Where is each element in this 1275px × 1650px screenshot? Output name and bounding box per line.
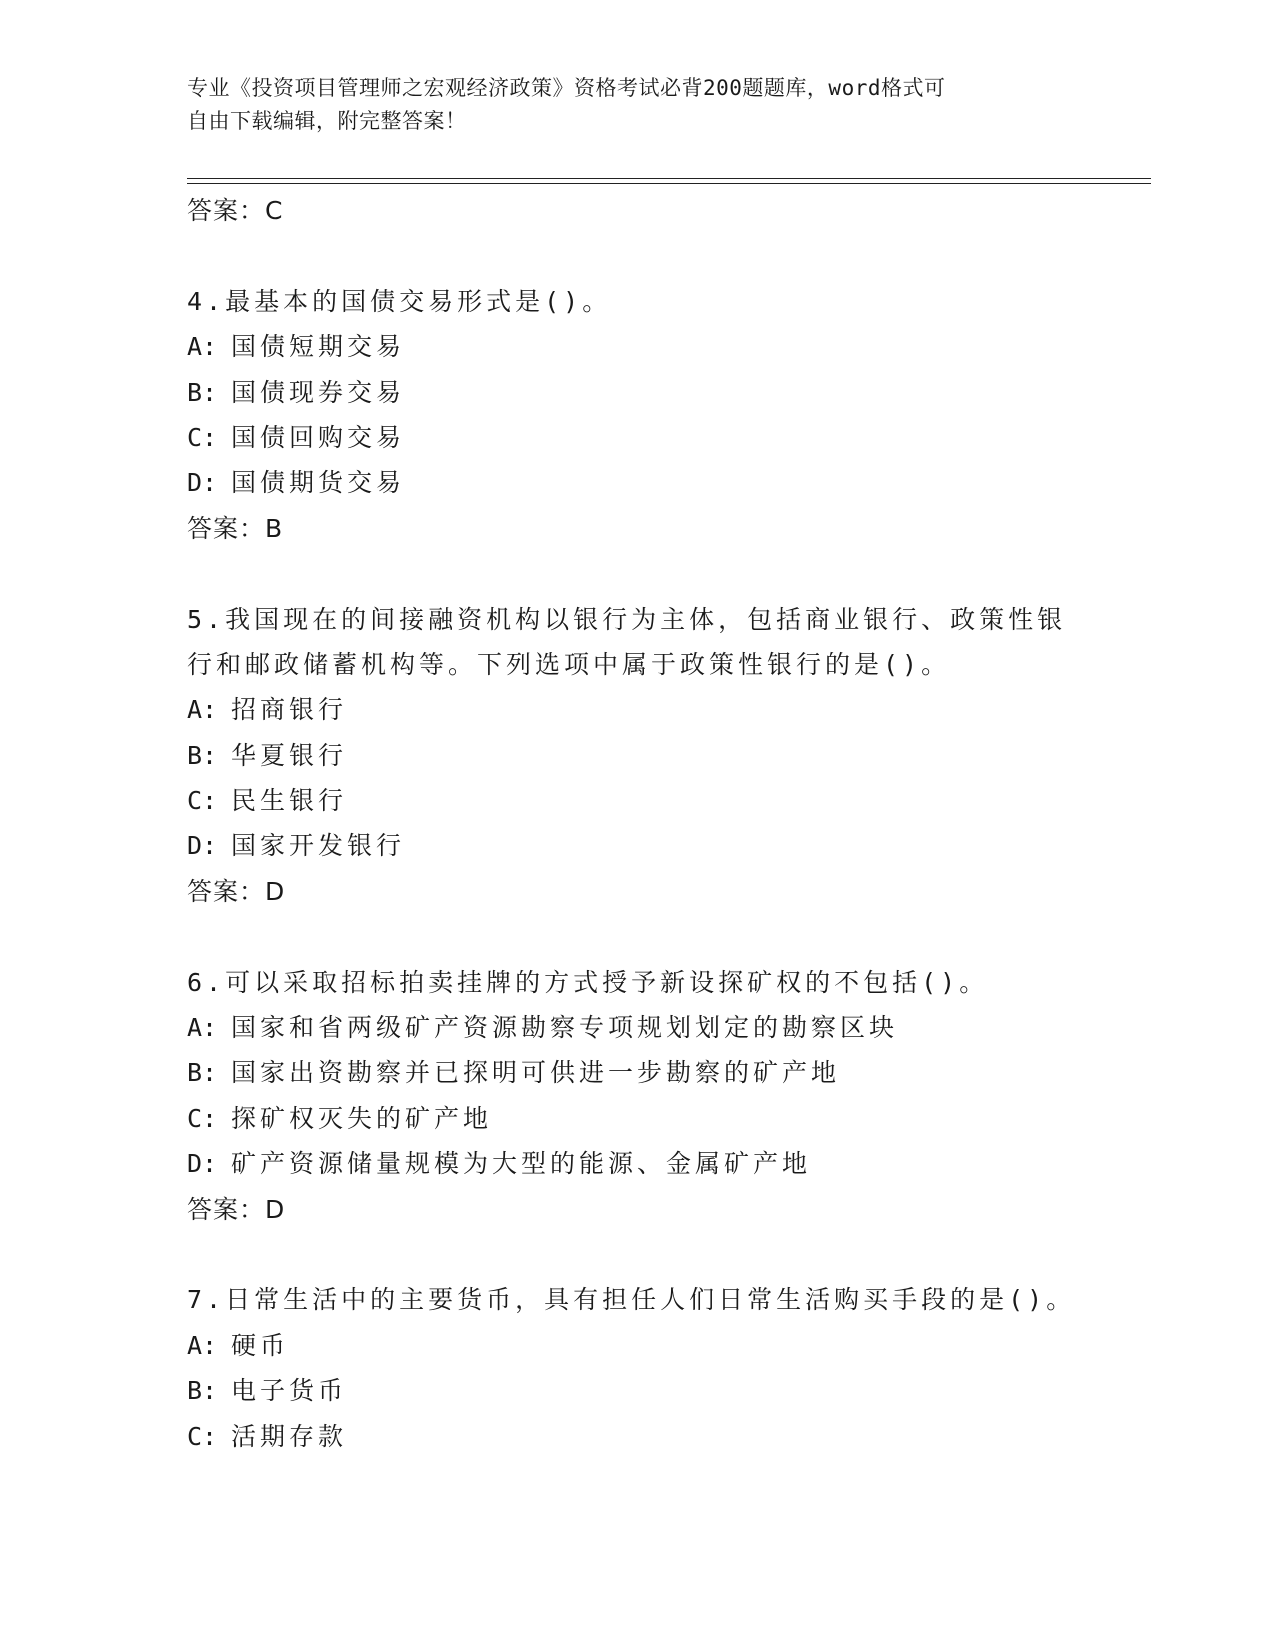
- option-letter: A:: [187, 695, 218, 725]
- spacer: [187, 1232, 1087, 1277]
- option-letter: B:: [187, 1058, 218, 1088]
- header-divider-bottom: [187, 183, 1151, 184]
- previous-answer: 答案：C: [187, 196, 284, 225]
- option-row: [187, 1323, 1087, 1368]
- option-letter: A:: [187, 332, 218, 362]
- spacer: [187, 914, 1087, 959]
- option-text: 国债回购交易: [231, 422, 406, 452]
- document-header: [187, 72, 1067, 138]
- question-list: [187, 188, 1087, 1459]
- option-letter: B:: [187, 1376, 218, 1406]
- option-text: 活期存款: [231, 1421, 348, 1451]
- option-row: [187, 733, 1087, 778]
- option-text: 国家和省两级矿产资源勘察专项规划划定的勘察区块: [231, 1013, 899, 1043]
- option-letter: C:: [187, 786, 218, 816]
- option-text: 民生银行: [231, 786, 348, 816]
- option-row: [187, 415, 1087, 460]
- option-row: [187, 1050, 1087, 1095]
- option-letter: A:: [187, 1330, 218, 1360]
- option-row: [187, 778, 1087, 823]
- question-stem: 6.可以采取招标拍卖挂牌的方式授予新设探矿权的不包括()。: [187, 967, 989, 997]
- question-block: [187, 279, 1087, 551]
- option-row: [187, 823, 1087, 868]
- answer-line: 答案：D: [187, 876, 286, 906]
- option-text: 国家出资勘察并已探明可供进一步勘察的矿产地: [231, 1058, 841, 1088]
- option-text: 国债短期交易: [231, 332, 406, 362]
- option-row: [187, 324, 1087, 369]
- question-stem: 4.最基本的国债交易形式是()。: [187, 286, 612, 316]
- option-letter: C:: [187, 1421, 218, 1451]
- question-block: [187, 597, 1087, 915]
- option-row: [187, 1414, 1087, 1459]
- option-letter: C:: [187, 422, 218, 452]
- question-block: [187, 960, 1087, 1232]
- spacer: [187, 551, 1087, 596]
- option-text: 硬币: [231, 1330, 290, 1360]
- option-text: 国债期货交易: [231, 468, 406, 498]
- option-text: 国债现券交易: [231, 377, 406, 407]
- option-letter: B:: [187, 740, 218, 770]
- option-text: 电子货币: [231, 1376, 348, 1406]
- option-row: [187, 687, 1087, 732]
- option-letter: A:: [187, 1013, 218, 1043]
- answer-line: 答案：D: [187, 1194, 286, 1224]
- question-stem-continued: 行和邮政储蓄机构等。下列选项中属于政策性银行的是()。: [187, 649, 951, 679]
- header-line-1: 专业《投资项目管理师之宏观经济政策》资格考试必背200题题库，word格式可: [187, 76, 946, 100]
- option-row: [187, 1005, 1087, 1050]
- option-text: 招商银行: [231, 695, 348, 725]
- option-letter: B:: [187, 377, 218, 407]
- option-row: [187, 460, 1087, 505]
- option-row: [187, 1368, 1087, 1413]
- header-divider-top: [187, 178, 1151, 179]
- option-letter: C:: [187, 1103, 218, 1133]
- option-text: 矿产资源储量规模为大型的能源、金属矿产地: [231, 1149, 812, 1179]
- option-row: [187, 1096, 1087, 1141]
- answer-line: 答案：B: [187, 513, 284, 543]
- header-line-2: 自由下载编辑，附完整答案！: [187, 109, 467, 133]
- question-block: [187, 1277, 1087, 1459]
- option-letter: D:: [187, 1149, 218, 1179]
- option-text: 华夏银行: [231, 740, 348, 770]
- option-letter: D:: [187, 468, 218, 498]
- option-text: 探矿权灭失的矿产地: [231, 1103, 493, 1133]
- question-stem: 5.我国现在的间接融资机构以银行为主体，包括商业银行、政策性银: [187, 604, 1067, 634]
- option-letter: D:: [187, 831, 218, 861]
- spacer: [187, 233, 1087, 278]
- option-row: [187, 370, 1087, 415]
- question-stem: 7.日常生活中的主要货币，具有担任人们日常生活购买手段的是()。: [187, 1285, 1076, 1315]
- option-text: 国家开发银行: [231, 831, 406, 861]
- option-row: [187, 1141, 1087, 1186]
